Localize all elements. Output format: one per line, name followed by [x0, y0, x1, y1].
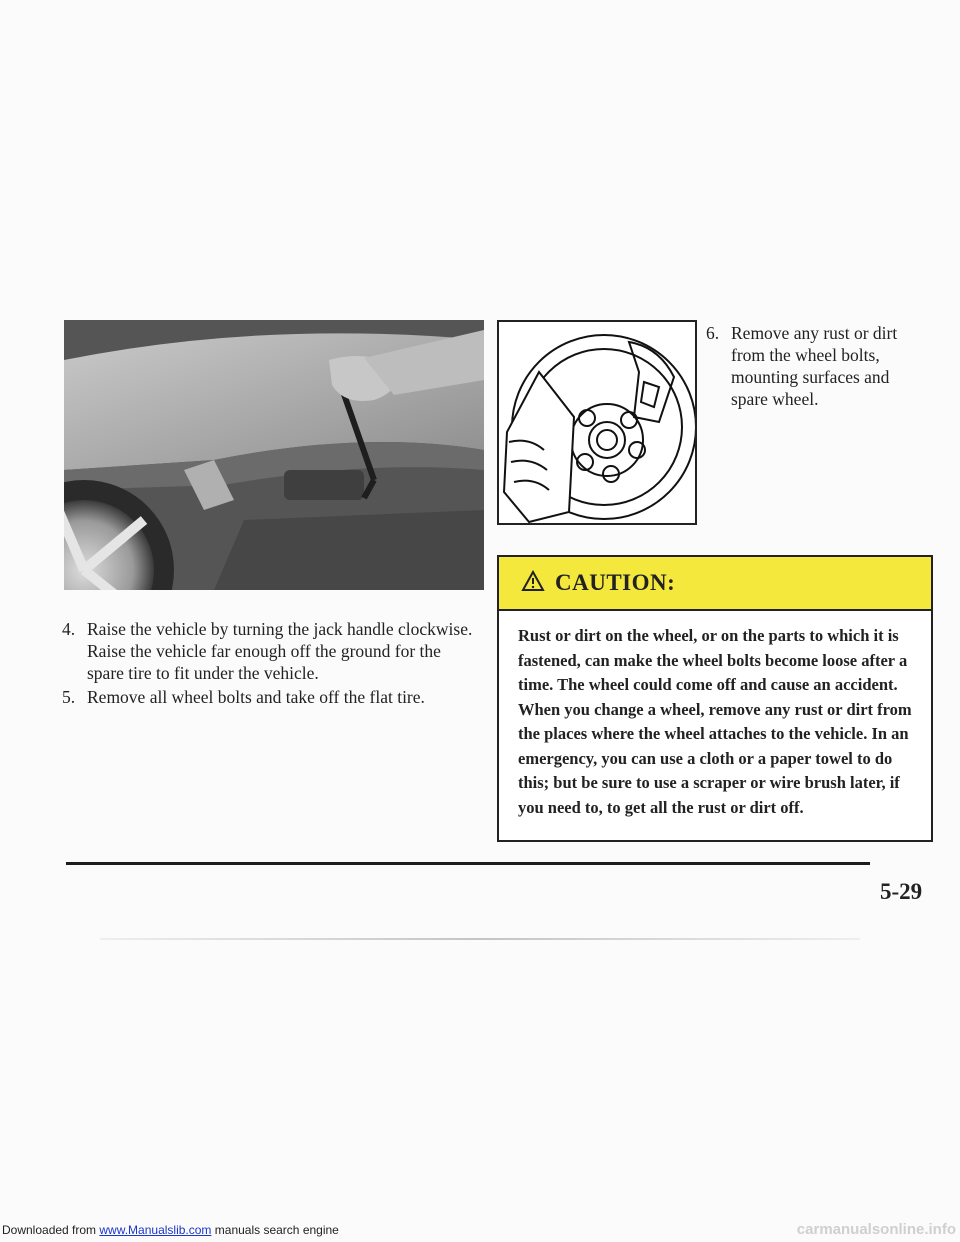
- step-6: [706, 322, 906, 410]
- step-number: 6.: [706, 323, 720, 343]
- footer-suffix: manuals search engine: [211, 1223, 339, 1237]
- wheel-hub-diagram: [497, 320, 697, 525]
- jack-photo: [64, 320, 484, 590]
- caution-box: [497, 555, 933, 842]
- warning-triangle-icon: [521, 570, 545, 597]
- manualslib-link[interactable]: www.Manualslib.com: [99, 1223, 212, 1237]
- step-number: 4.: [62, 619, 76, 639]
- step-text: Remove all wheel bolts and take off the flat tire.: [87, 687, 425, 707]
- step-number: 5.: [62, 687, 76, 707]
- watermark-text: carmanualsonline.info: [796, 1221, 956, 1238]
- caution-header: [499, 557, 931, 611]
- page-divider: [66, 862, 870, 865]
- caution-text: Rust or dirt on the wheel, or on the parts to which it is fastened, can make the wheel bolts become loose after a time. The wheel could come off and cause an accident. When you change a wheel, remove any rust or dirt from the places where the wheel attaches to the vehicle. In an emergency, you can use a cloth or a paper towel to do this; but be sure to use a scraper or wire brush later, if you need to, to get all the rust or dirt off.: [518, 626, 912, 817]
- download-footer: [2, 1223, 339, 1237]
- caution-title: CAUTION:: [555, 570, 676, 595]
- scan-artifact-line: [100, 938, 860, 940]
- page-number: 5-29: [880, 879, 923, 904]
- step-5: [62, 686, 482, 708]
- footer-prefix: Downloaded from: [2, 1223, 100, 1237]
- step-text: Raise the vehicle by turning the jack handle clockwise. Raise the vehicle far enough off the ground for the spare tire to fit under the vehicle.: [87, 619, 473, 683]
- step-4: [62, 618, 482, 684]
- step-text: Remove any rust or dirt from the wheel bolts, mounting surfaces and spare wheel.: [731, 323, 898, 409]
